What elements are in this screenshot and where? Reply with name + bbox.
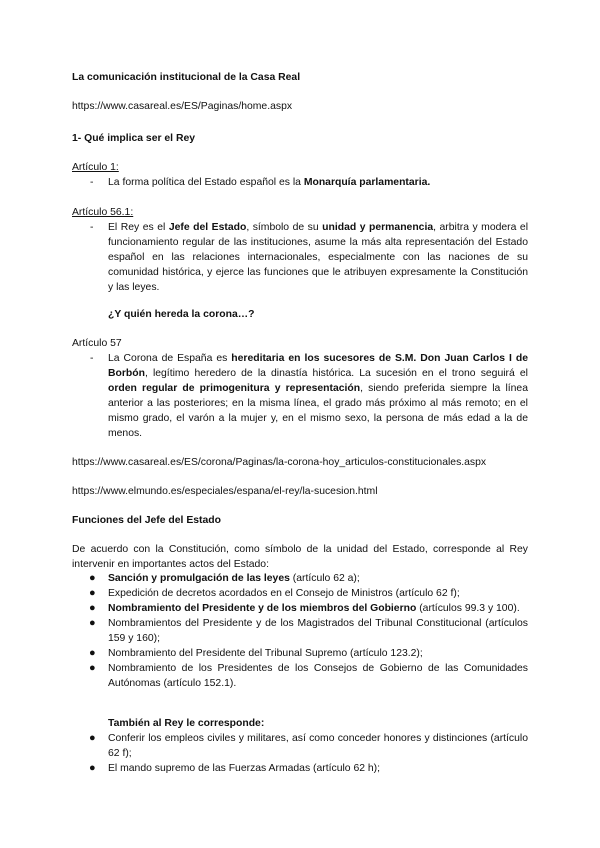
art56-text-1: El Rey es el: [108, 222, 169, 233]
art57-bold-orden: orden regular de primogenitura y representación: [108, 383, 361, 394]
dash-marker: -: [90, 222, 94, 233]
articulo-1-bold: Monarquía parlamentaria.: [303, 177, 431, 188]
function-text: (artículo 62 a);: [289, 573, 360, 584]
art56-text-3: , arbitra y modera el funcionamiento regular de las instituciones, asume la más alta representación del Estado español en las relaciones internacionales, especialmente con las naciones de su comunidad histórica, y ejerce las funciones que le atribuyen expresamente la Constitución y las leyes.: [108, 222, 529, 293]
section-heading-funciones: Funciones del Jefe del Estado: [72, 515, 221, 526]
funciones-intro: De acuerdo con la Constitución, como símbolo de la unidad del Estado, corresponde al Rey intervenir en importantes actos del Estado:: [72, 544, 528, 570]
tambien-heading: También al Rey le corresponde:: [108, 718, 265, 729]
list-item: [72, 586, 528, 601]
art56-bold-jefe: Jefe del Estado: [168, 222, 247, 233]
articulo-1-item: [72, 175, 528, 190]
also-text: El mando supremo de las Fuerzas Armadas (artículo 62 h);: [108, 763, 381, 774]
bullet-icon: ●: [89, 732, 96, 744]
bullet-icon: ●: [89, 587, 96, 599]
function-text: Nombramientos del Presidente y de los Magistrados del Tribunal Constitucional (artículos 159 y 160);: [108, 618, 528, 644]
bullet-icon: ●: [89, 647, 96, 659]
function-text: Expedición de decretos acordados en el Consejo de Ministros (artículo 62 f);: [108, 588, 460, 599]
tambien-list: [72, 731, 528, 776]
art57-bold-hereditaria: hereditaria en los sucesores de S.M. Don Juan Carlos I de Borbón: [108, 353, 528, 379]
list-item: [72, 646, 528, 661]
list-item: [72, 601, 528, 616]
art57-text-1: La Corona de España es: [108, 353, 232, 364]
section-heading-que-implica: 1- Qué implica ser el Rey: [72, 133, 196, 144]
art57-text-3: , siendo preferida siempre la línea anterior a las posteriores; en la misma línea, el grado más próximo al más remoto; en el mismo grado, el varón a la mujer y, en el mismo sexo, la persona de más edad a la de menos.: [108, 383, 528, 439]
articulo-56-label: Artículo 56.1:: [72, 207, 134, 218]
list-item: [72, 661, 528, 691]
articulo-56-item: [72, 220, 528, 295]
function-text: Nombramiento del Presidente del Tribunal Supremo (artículo 123.2);: [108, 648, 423, 659]
function-text: (artículos 99.3 y 100).: [416, 603, 520, 614]
articulo-57-item: [72, 351, 528, 441]
list-item: [72, 761, 528, 776]
bullet-icon: ●: [89, 762, 96, 774]
url-casareal-articulos[interactable]: https://www.casareal.es/ES/corona/Paginas/la-corona-hoy_articulos-constitucionales.aspx: [72, 457, 487, 468]
dash-marker: -: [90, 353, 94, 364]
dash-marker: -: [90, 177, 94, 188]
url-elmundo-sucesion[interactable]: https://www.elmundo.es/especiales/espana/el-rey/la-sucesion.html: [72, 486, 378, 497]
document-title: La comunicación institucional de la Casa Real: [72, 72, 301, 83]
list-item: [72, 571, 528, 586]
articulo-1-label: Artículo 1:: [72, 162, 119, 173]
also-text: Conferir los empleos civiles y militares, así como conceder honores y distinciones (artículo 62 f);: [108, 733, 528, 759]
bullet-icon: ●: [89, 602, 96, 614]
funciones-list: [72, 571, 528, 691]
bullet-icon: ●: [89, 617, 96, 629]
function-bold: Nombramiento del Presidente y de los miembros del Gobierno: [108, 603, 417, 614]
url-casareal-home[interactable]: https://www.casareal.es/ES/Paginas/home.aspx: [72, 101, 293, 112]
function-text: Nombramiento de los Presidentes de los Consejos de Gobierno de las Comunidades Autónomas (artículo 152.1).: [108, 663, 528, 689]
art56-bold-unidad: unidad y permanencia: [322, 222, 434, 233]
function-bold: Sanción y promulgación de las leyes: [108, 573, 290, 584]
articulo-1-text: La forma política del Estado español es la: [108, 177, 304, 188]
articulo-57-label: Artículo 57: [72, 338, 122, 349]
list-item: [72, 731, 528, 761]
art57-text-2: , legítimo heredero de la dinastía histórica. La sucesión en el trono seguirá el: [144, 368, 528, 379]
bullet-icon: ●: [89, 662, 96, 674]
question-heading: ¿Y quién hereda la corona…?: [108, 309, 255, 320]
bullet-icon: ●: [89, 572, 96, 584]
list-item: [72, 616, 528, 646]
art56-text-2: , símbolo de su: [246, 222, 323, 233]
